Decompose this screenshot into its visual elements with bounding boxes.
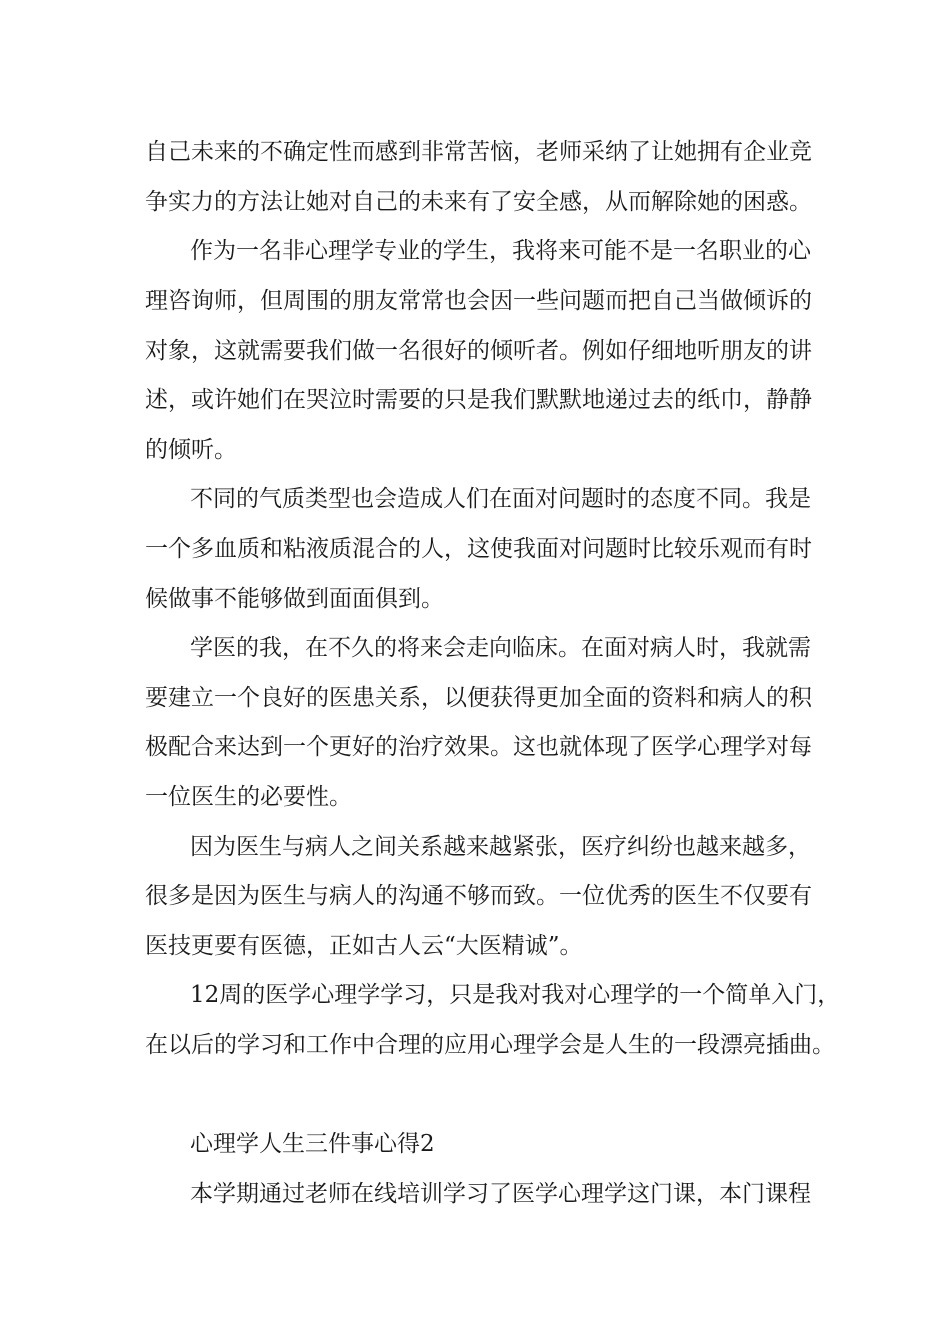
paragraph-2-line-5: 的倾听。	[145, 437, 237, 463]
paragraph-6-line-2: 在以后的学习和工作中合理的应用心理学会是人生的一段漂亮插曲。	[145, 1032, 835, 1058]
paragraph-2-line-2: 理咨询师，但周围的朋友常常也会因一些问题而把自己当做倾诉的	[145, 288, 812, 314]
paragraph-6-line-1: 12周的医学心理学学习，只是我对我对心理学的一个简单入门，	[190, 982, 841, 1008]
paragraph-3-line-1: 不同的气质类型也会造成人们在面对问题时的态度不同。我是	[190, 486, 811, 512]
paragraph-4-line-1: 学医的我，在不久的将来会走向临床。在面对病人时，我就需	[190, 635, 811, 661]
paragraph-4-line-2: 要建立一个良好的医患关系，以便获得更加全面的资料和病人的积	[145, 685, 812, 711]
paragraph-2-line-1: 作为一名非心理学专业的学生，我将来可能不是一名职业的心	[190, 238, 811, 264]
paragraph-2-line-3: 对象，这就需要我们做一名很好的倾听者。例如仔细地听朋友的讲	[145, 338, 812, 364]
paragraph-3-line-3: 候做事不能够做到面面俱到。	[145, 586, 444, 612]
paragraph-5-line-1: 因为医生与病人之间关系越来越紧张，医疗纠纷也越来越多，	[190, 834, 811, 860]
paragraph-5-line-2: 很多是因为医生与病人的沟通不够而致。一位优秀的医生不仅要有	[145, 883, 812, 909]
paragraph-4-line-3: 极配合来达到一个更好的治疗效果。这也就体现了医学心理学对每	[145, 734, 812, 760]
paragraph-2-line-4: 述，或许她们在哭泣时需要的只是我们默默地递过去的纸巾，静静	[145, 387, 812, 413]
paragraph-1-line-2: 争实力的方法让她对自己的未来有了安全感，从而解除她的困惑。	[145, 189, 812, 215]
section-title: 心理学人生三件事心得2	[190, 1131, 435, 1157]
paragraph-4-line-4: 一位医生的必要性。	[145, 784, 352, 810]
section-paragraph-line-1: 本学期通过老师在线培训学习了医学心理学这门课，本门课程	[190, 1181, 811, 1207]
paragraph-1-line-1: 自己未来的不确定性而感到非常苦恼，老师采纳了让她拥有企业竞	[145, 139, 812, 165]
paragraph-3-line-2: 一个多血质和粘液质混合的人，这使我面对问题时比较乐观而有时	[145, 536, 812, 562]
paragraph-5-line-3: 医技更要有医德，正如古人云“大医精诚”。	[145, 933, 583, 959]
